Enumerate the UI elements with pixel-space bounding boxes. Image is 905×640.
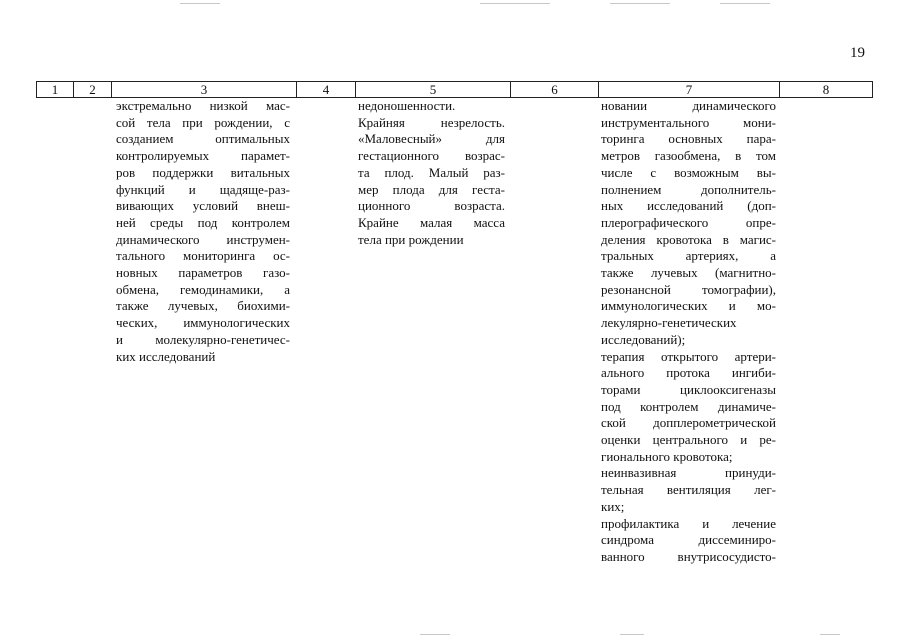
text-line: торинга основных пара-: [601, 131, 776, 147]
text-line: тельная вентиляция лег-: [601, 482, 776, 498]
text-line: плерографического опре-: [601, 214, 776, 230]
text-line: неинвазивная принуди-: [601, 465, 776, 481]
text-line: ней среды под контролем: [116, 214, 290, 230]
text-line: Крайне малая масса: [358, 214, 505, 230]
header-cell-4: 4: [297, 82, 356, 97]
text-line: также лучевых, биохими-: [116, 298, 290, 314]
text-line: полнением дополнитель-: [601, 181, 776, 197]
header-cell-2: 2: [74, 82, 112, 97]
text-line: недоношенности.: [358, 98, 456, 113]
text-line: синдрома диссеминиро-: [601, 532, 776, 548]
text-line: ких исследований: [116, 348, 216, 364]
text-line: торами циклооксигеназы: [601, 381, 776, 397]
text-line: числе с возможным вы-: [601, 164, 776, 180]
scan-artifact: [720, 3, 770, 4]
text-line: ционного возраста.: [358, 198, 505, 214]
text-line: динамического инструмен-: [116, 231, 290, 247]
text-line: новании динамического: [601, 98, 776, 113]
text-line: профилактика и лечение: [601, 515, 776, 531]
text-line: исследований);: [601, 331, 686, 347]
text-line: гионального кровотока;: [601, 448, 733, 464]
text-line: ской допплерометрической: [601, 415, 776, 431]
text-line: новных параметров газо-: [116, 265, 290, 281]
text-line: «Маловесный» для: [358, 131, 505, 147]
page-number: 19: [850, 45, 865, 61]
text-line: под контролем динамиче-: [601, 398, 776, 414]
text-line: ванного внутрисосудисто-: [601, 548, 776, 564]
text-line: ких;: [601, 498, 625, 514]
text-line: та плод. Малый раз-: [358, 164, 505, 180]
header-cell-6: 6: [511, 82, 599, 97]
scan-artifact: [420, 634, 450, 635]
header-cell-7: 7: [599, 82, 780, 97]
text-line: иммунологических и мо-: [601, 298, 776, 314]
text-line: терапия открытого артери-: [601, 348, 776, 364]
text-line: метров газообмена, в том: [601, 148, 776, 164]
scan-artifact: [180, 3, 220, 4]
text-line: ных исследований (доп-: [601, 198, 776, 214]
text-line: ального протока ингиби-: [601, 365, 776, 381]
text-line: резонансной томографии),: [601, 281, 776, 297]
text-line: также лучевых (магнитно-: [601, 265, 776, 281]
text-line: сой тела при рождении, с: [116, 114, 290, 130]
table-header-row: [36, 81, 873, 98]
header-cell-1: 1: [37, 82, 74, 97]
text-line: лекулярно-генетических: [601, 315, 737, 331]
text-line: и молекулярно-генетичес-: [116, 331, 290, 347]
text-line: ческих, иммунологических: [116, 315, 290, 331]
scan-artifact: [620, 634, 644, 635]
scan-artifact: [820, 634, 840, 635]
header-cell-3: 3: [112, 82, 297, 97]
scan-artifact: [480, 3, 550, 4]
scan-artifact: [610, 3, 670, 4]
header-cell-5: 5: [356, 82, 511, 97]
text-line: мер плода для геста-: [358, 181, 505, 197]
text-line: Крайняя незрелость.: [358, 114, 505, 130]
text-line: оценки центрального и ре-: [601, 432, 776, 448]
text-line: обмена, гемодинамики, а: [116, 281, 290, 297]
text-line: созданием оптимальных: [116, 131, 290, 147]
header-cell-8: 8: [822, 82, 830, 97]
text-line: тела при рождении: [358, 231, 464, 247]
text-line: контролируемых парамет-: [116, 148, 290, 164]
column-5-text: [358, 98, 505, 248]
text-line: тральных артериях, а: [601, 248, 776, 264]
text-line: инструментального мони-: [601, 114, 776, 130]
column-7-text: [601, 98, 776, 566]
text-line: тального мониторинга ос-: [116, 248, 290, 264]
column-3-text: [116, 98, 290, 365]
text-line: гестационного возрас-: [358, 148, 505, 164]
text-line: экстремально низкой мас-: [116, 98, 290, 113]
text-line: деления кровотока в магис-: [601, 231, 776, 247]
text-line: вивающих условий внеш-: [116, 198, 290, 214]
text-line: ров поддержки витальных: [116, 164, 290, 180]
text-line: функций и щадяще-раз-: [116, 181, 290, 197]
